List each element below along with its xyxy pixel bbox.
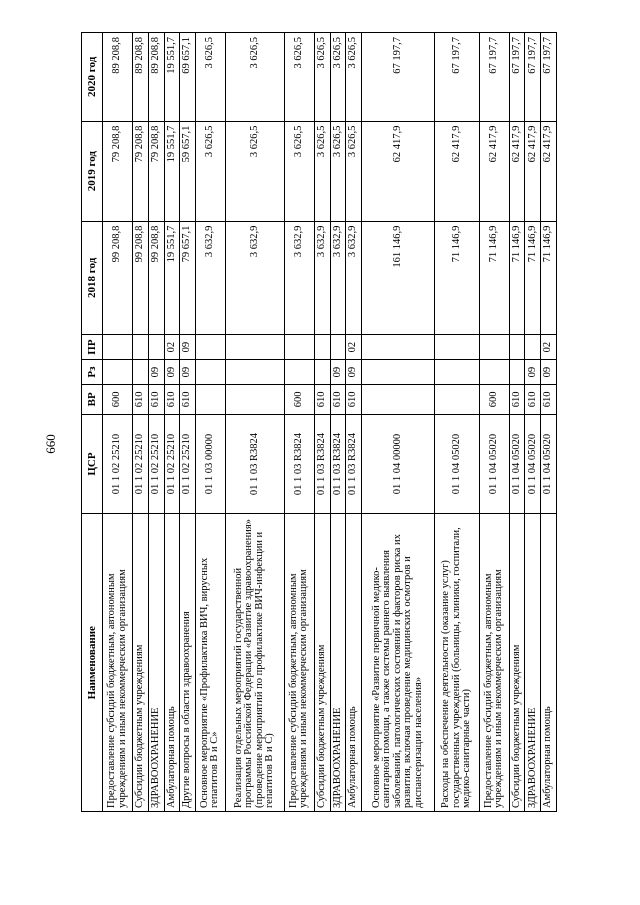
table-row: [103, 33, 133, 812]
cell-vr: 610: [148, 385, 164, 415]
cell-csr: 01 1 02 25210: [148, 414, 164, 514]
cell-rz: [226, 360, 285, 385]
cell-2018: 71 146,9: [509, 221, 525, 335]
cell-2020: 89 208,8: [103, 33, 133, 122]
budget-table: [81, 32, 557, 812]
table-row: [479, 33, 509, 812]
header-pr: ПР: [82, 335, 103, 360]
cell-2018: 3 632,9: [226, 221, 285, 335]
cell-rz: [479, 360, 509, 385]
cell-2020: 67 197,7: [362, 33, 435, 122]
cell-vr: 610: [164, 385, 180, 415]
cell-vr: 610: [314, 385, 330, 415]
cell-rz: 09: [180, 360, 196, 385]
table-row: [541, 33, 557, 812]
cell-name: ЗДРАВООХРАНЕНИЕ: [525, 514, 541, 812]
cell-2020: 3 626,5: [195, 33, 225, 122]
table-row: [435, 33, 479, 812]
table-header-row: [82, 33, 103, 812]
cell-vr: [362, 385, 435, 415]
table-row: [314, 33, 330, 812]
cell-2019: 62 417,9: [435, 121, 479, 221]
cell-2020: 89 208,8: [133, 33, 149, 122]
budget-table-container: [81, 32, 557, 812]
cell-2018: 3 632,9: [346, 221, 362, 335]
page-number: 660: [43, 434, 58, 454]
cell-pr: 09: [180, 335, 196, 360]
cell-2018: 71 146,9: [525, 221, 541, 335]
cell-csr: 01 1 02 25210: [133, 414, 149, 514]
cell-2018: 3 632,9: [195, 221, 225, 335]
cell-csr: 01 1 02 25210: [103, 414, 133, 514]
table-row: [180, 33, 196, 812]
table-row: [346, 33, 362, 812]
cell-name: Амбулаторная помощь: [541, 514, 557, 812]
table-row: [133, 33, 149, 812]
cell-2020: 3 626,5: [346, 33, 362, 122]
cell-2019: 62 417,9: [525, 121, 541, 221]
cell-rz: 09: [541, 360, 557, 385]
cell-csr: 01 1 04 05020: [509, 414, 525, 514]
cell-pr: [103, 335, 133, 360]
cell-name: ЗДРАВООХРАНЕНИЕ: [330, 514, 346, 812]
cell-rz: [103, 360, 133, 385]
cell-pr: [435, 335, 479, 360]
cell-csr: 01 1 03 00000: [195, 414, 225, 514]
cell-2020: 3 626,5: [314, 33, 330, 122]
cell-vr: 600: [103, 385, 133, 415]
cell-vr: [226, 385, 285, 415]
cell-name: Субсидии бюджетным учреждениям: [133, 514, 149, 812]
cell-2020: 3 626,5: [330, 33, 346, 122]
cell-2020: 67 197,7: [525, 33, 541, 122]
table-row: [330, 33, 346, 812]
cell-rz: 09: [346, 360, 362, 385]
cell-vr: [195, 385, 225, 415]
cell-csr: 01 1 04 05020: [479, 414, 509, 514]
cell-2020: 89 208,8: [148, 33, 164, 122]
cell-2019: 3 626,5: [330, 121, 346, 221]
cell-2019: 62 417,9: [362, 121, 435, 221]
cell-pr: [525, 335, 541, 360]
cell-2018: 99 208,8: [103, 221, 133, 335]
cell-2020: 67 197,7: [479, 33, 509, 122]
cell-2018: 99 208,8: [148, 221, 164, 335]
cell-vr: 600: [479, 385, 509, 415]
cell-2019: 3 626,5: [346, 121, 362, 221]
cell-2019: 3 626,5: [226, 121, 285, 221]
cell-2019: 79 208,8: [148, 121, 164, 221]
cell-2019: 59 657,1: [180, 121, 196, 221]
cell-rz: 09: [525, 360, 541, 385]
cell-pr: [148, 335, 164, 360]
cell-vr: 610: [180, 385, 196, 415]
cell-name: Другие вопросы в области здравоохранения: [180, 514, 196, 812]
table-row: [164, 33, 180, 812]
cell-2019: 19 551,7: [164, 121, 180, 221]
cell-pr: [479, 335, 509, 360]
cell-2020: 19 551,7: [164, 33, 180, 122]
cell-rz: 09: [148, 360, 164, 385]
cell-2019: 62 417,9: [479, 121, 509, 221]
cell-name: Субсидии бюджетным учреждениям: [509, 514, 525, 812]
cell-2018: 71 146,9: [541, 221, 557, 335]
cell-name: Предоставление субсидий бюджетным, автономным учреждениям и иным некоммерческим организациям: [103, 514, 133, 812]
header-2018: 2018 год: [82, 221, 103, 335]
cell-2019: 3 626,5: [284, 121, 314, 221]
cell-csr: 01 1 03 R3824: [314, 414, 330, 514]
cell-2018: 79 657,1: [180, 221, 196, 335]
cell-rz: [195, 360, 225, 385]
cell-2018: 71 146,9: [479, 221, 509, 335]
cell-rz: [133, 360, 149, 385]
cell-rz: 09: [164, 360, 180, 385]
cell-csr: 01 1 02 25210: [164, 414, 180, 514]
cell-csr: 01 1 03 R3824: [346, 414, 362, 514]
cell-name: Амбулаторная помощь: [164, 514, 180, 812]
cell-rz: [314, 360, 330, 385]
header-csr: ЦСР: [82, 414, 103, 514]
cell-vr: 610: [346, 385, 362, 415]
cell-csr: 01 1 04 05020: [541, 414, 557, 514]
cell-name: Основное мероприятие «Профилактика ВИЧ, вирусных гепатитов В и С»: [195, 514, 225, 812]
header-2020: 2020 год: [82, 33, 103, 122]
cell-2020: 67 197,7: [541, 33, 557, 122]
cell-rz: [362, 360, 435, 385]
cell-pr: [226, 335, 285, 360]
cell-2018: 71 146,9: [435, 221, 479, 335]
cell-pr: 02: [346, 335, 362, 360]
cell-2020: 3 626,5: [284, 33, 314, 122]
cell-name: Реализация отдельных мероприятий государственной программы Российской Федерации «Развитие здравоохранения» (проведение мероприятий по профилактике ВИЧ-инфекции и гепатитов В и С): [226, 514, 285, 812]
cell-2018: 3 632,9: [330, 221, 346, 335]
cell-csr: 01 1 03 R3824: [226, 414, 285, 514]
cell-2020: 67 197,7: [435, 33, 479, 122]
cell-csr: 01 1 04 05020: [525, 414, 541, 514]
cell-2020: 3 626,5: [226, 33, 285, 122]
cell-pr: [195, 335, 225, 360]
cell-name: ЗДРАВООХРАНЕНИЕ: [148, 514, 164, 812]
cell-vr: 610: [330, 385, 346, 415]
cell-rz: [509, 360, 525, 385]
cell-csr: 01 1 03 R3824: [330, 414, 346, 514]
cell-pr: 02: [541, 335, 557, 360]
cell-2018: 19 551,7: [164, 221, 180, 335]
table-row: [195, 33, 225, 812]
table-row: [148, 33, 164, 812]
cell-pr: [330, 335, 346, 360]
header-2019: 2019 год: [82, 121, 103, 221]
cell-csr: 01 1 03 R3824: [284, 414, 314, 514]
cell-2018: 3 632,9: [284, 221, 314, 335]
cell-name: Расходы на обеспечение деятельности (оказание услуг) государственных учреждений (больницы, клиники, госпитали, медико-санитарные части): [435, 514, 479, 812]
cell-vr: 610: [541, 385, 557, 415]
cell-csr: 01 1 02 25210: [180, 414, 196, 514]
cell-name: Предоставление субсидий бюджетным, автономным учреждениям и иным некоммерческим организациям: [479, 514, 509, 812]
cell-pr: [284, 335, 314, 360]
cell-2019: 79 208,8: [133, 121, 149, 221]
cell-pr: [133, 335, 149, 360]
cell-2019: 3 626,5: [314, 121, 330, 221]
cell-csr: 01 1 04 00000: [362, 414, 435, 514]
cell-rz: 09: [330, 360, 346, 385]
cell-name: Амбулаторная помощь: [346, 514, 362, 812]
header-name: Наименование: [82, 514, 103, 812]
cell-vr: [435, 385, 479, 415]
cell-name: Субсидии бюджетным учреждениям: [314, 514, 330, 812]
cell-2020: 67 197,7: [509, 33, 525, 122]
cell-2019: 79 208,8: [103, 121, 133, 221]
table-row: [284, 33, 314, 812]
cell-name: Основное мероприятие «Развитие первичной медико-санитарной помощи, а также системы раннего выявления заболеваний, патологических состояний и факторов риска их развития, включая проведение медицинских осмотров и диспансеризации населения»: [362, 514, 435, 812]
cell-2019: 62 417,9: [509, 121, 525, 221]
cell-vr: 610: [525, 385, 541, 415]
cell-pr: [314, 335, 330, 360]
table-row: [362, 33, 435, 812]
cell-vr: 610: [133, 385, 149, 415]
cell-2018: 161 146,9: [362, 221, 435, 335]
table-row: [509, 33, 525, 812]
table-row: [525, 33, 541, 812]
cell-name: Предоставление субсидий бюджетным, автономным учреждениям и иным некоммерческим организациям: [284, 514, 314, 812]
cell-pr: [362, 335, 435, 360]
header-vr: ВР: [82, 385, 103, 415]
cell-2019: 3 626,5: [195, 121, 225, 221]
cell-pr: 02: [164, 335, 180, 360]
cell-rz: [284, 360, 314, 385]
cell-2018: 3 632,9: [314, 221, 330, 335]
cell-2019: 62 417,9: [541, 121, 557, 221]
cell-vr: 610: [509, 385, 525, 415]
cell-2020: 69 657,1: [180, 33, 196, 122]
cell-csr: 01 1 04 05020: [435, 414, 479, 514]
header-rz: Рз: [82, 360, 103, 385]
cell-2018: 99 208,8: [133, 221, 149, 335]
table-row: [226, 33, 285, 812]
cell-vr: 600: [284, 385, 314, 415]
cell-rz: [435, 360, 479, 385]
cell-pr: [509, 335, 525, 360]
